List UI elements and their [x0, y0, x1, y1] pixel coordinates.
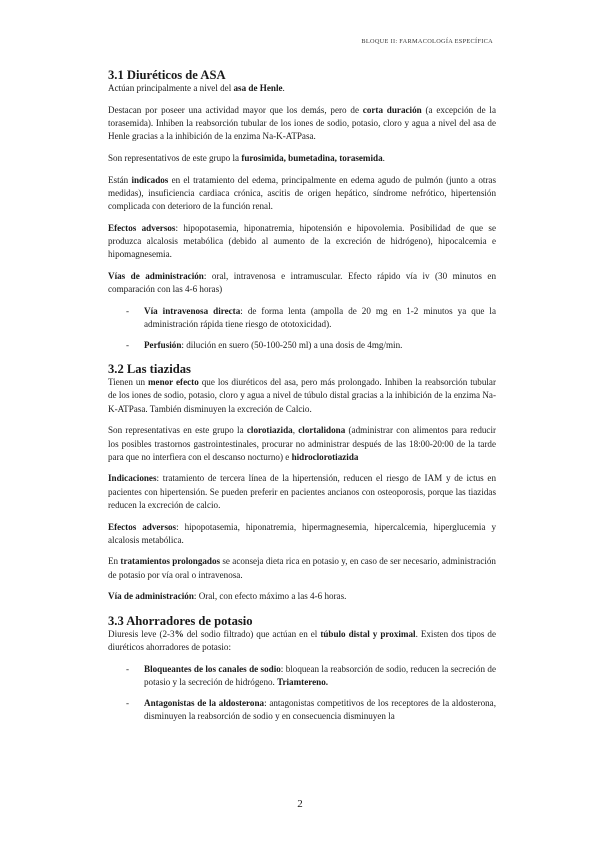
paragraph: Diuresis leve (2-3% del sodio filtrado) que actúan en el túbulo distal y proximal. Existen dos tipos de diuréticos ahorradores de potasio: [108, 628, 497, 652]
administration-list [108, 305, 496, 353]
paragraph: Efectos adversos: hipopotasemia, hiponatremia, hipotensión e hipovolemia. Posibilidad de que se produzca alcalosis metabólica (debido al aumento de la excreción de hidrógeno), hipocalcemia e hipomagnesemia. [108, 222, 496, 260]
page-header: BLOQUE II: FARMACOLOGÍA ESPECÍFICA [361, 38, 493, 45]
section-title-3-3: 3.3 Ahorradores de potasio [108, 613, 253, 628]
document-body [108, 68, 496, 732]
paragraph: Destacan por poseer una actividad mayor que los demás, pero de corta duración (a excepción de la torasemida). Inhiben la reabsorción tubular de los iones de sodio, potasio, cloro y agua a nivel del asa de Henle gracias a la inhibición de la enzima Na-K-ATPasa. [108, 104, 496, 142]
diuretic-types-list [108, 663, 496, 724]
paragraph: Efectos adversos: hipopotasemia, hiponatremia, hipermagnesemia, hipercalcemia, hiperglucemia y alcalosis metabólica. [108, 521, 496, 545]
paragraph: Son representativas en este grupo la clorotiazida, clortalidona (administrar con alimentos para reducir los posibles trastornos gastrointestinales, procurar no administrar después de las 18:00-20:00 de la tarde para que no interfiera con el descanso nocturno) e hidroclorotiazida [108, 425, 496, 462]
paragraph: Vías de administración: oral, intravenosa e intramuscular. Efecto rápido vía iv (30 minutos en comparación con las 4-6 horas) [108, 270, 496, 294]
paragraph: Actúan principalmente a nivel del asa de Henle. [108, 83, 285, 93]
paragraph: Son representativos de este grupo la furosimida, bumetadina, torasemida. [108, 152, 385, 163]
list-item: - Antagonistas de la aldosterona: antagonistas competitivos de los receptores de la aldosterona, disminuyen la reabsorción de sodio y en consecuencia disminuyen la [126, 697, 496, 722]
list-item: - Vía intravenosa directa: de forma lenta (ampolla de 20 mg en 1-2 minutos ya que la administración rápida tiene riesgo de ototoxicidad). [126, 305, 496, 329]
paragraph: Vía de administración: Oral, con efecto máximo a las 4-6 horas. [108, 591, 347, 602]
paragraph: Tienen un menor efecto que los diuréticos del asa, pero más prolongado. Inhiben la reabsorción tubular de los iones de sodio, potasio, cloro y agua a nivel de túbulo distal gracias a la inhibición de la enzima Na-K-ATPasa. También disminuyen la excreción de Calcio. [108, 377, 496, 414]
list-item: - Perfusión: dilución en suero (50-100-250 ml) a una dosis de 4mg/min. [126, 340, 403, 351]
list-item: - Bloqueantes de los canales de sodio: bloquean la reabsorción de sodio, reducen la secreción de potasio y la secreción de hidrógeno. Triamtereno. [126, 663, 496, 687]
paragraph: Están indicados en el tratamiento del edema, principalmente en edema agudo de pulmón (junto a otras medidas), insuficiencia cardiaca crónica, ascitis de origen hepático, síndrome nefrótico, hipertensión complicada con deterioro de la función renal. [108, 174, 496, 211]
paragraph: En tratamientos prolongados se aconseja dieta rica en potasio y, en caso de ser necesario, administración de potasio por vía oral o intravenosa. [108, 556, 496, 580]
section-title-3-2: 3.2 Las tiazidas [108, 362, 191, 377]
page-number: 2 [297, 798, 303, 810]
section-title-3-1: 3.1 Diuréticos de ASA [108, 68, 226, 82]
paragraph: Indicaciones: tratamiento de tercera línea de la hipertensión, reducen el riesgo de IAM y de ictus en pacientes con hipertensión. Se pueden preferir en pacientes ancianos con osteoporosis, porque las tiazidas reducen la excreción de calcio. [108, 473, 496, 510]
